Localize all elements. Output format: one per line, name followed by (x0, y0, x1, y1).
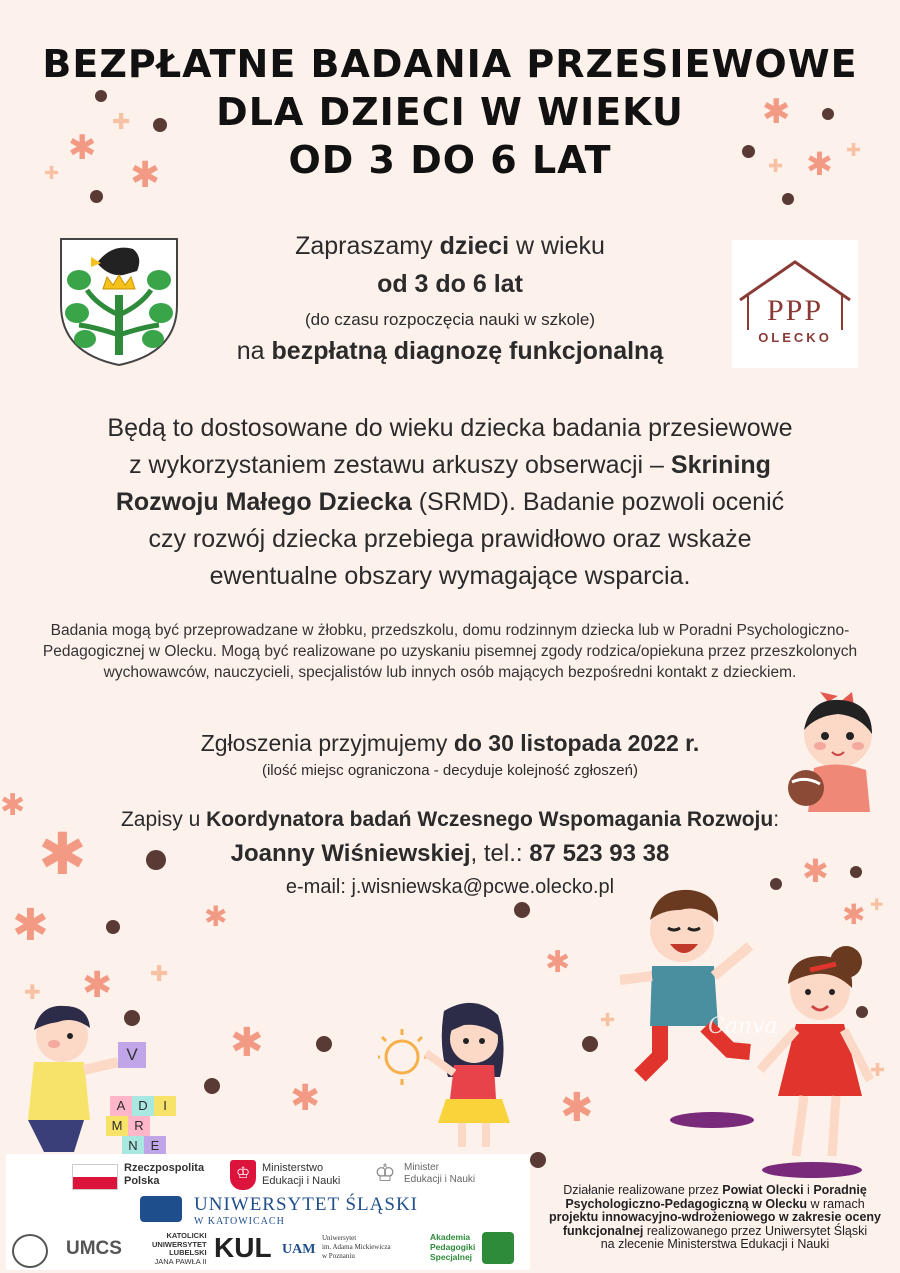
jumping-children-illustration (600, 880, 890, 1180)
aps-logo-text: Akademia Pedagogiki Specjalnej (430, 1232, 476, 1262)
block-v: V (118, 1042, 146, 1068)
description-line: Będą to dostosowane do wieku dziecka badania przesiewowe (107, 414, 793, 442)
deadline: Zgłoszenia przyjmujemy do 30 listopada 2022 r. (200, 730, 700, 756)
umcs-emblem-icon (12, 1234, 48, 1268)
description-line: Rozwoju Małego Dziecka (SRMD). Badanie pozwoli ocenić (115, 488, 785, 516)
page-title (0, 40, 900, 184)
kul-small-text: KATOLICKI UNIWERSYTET LUBELSKI JANA PAWŁA II (152, 1231, 207, 1266)
project-info-line: funkcjonalnej realizowanego przez Uniwersytet Śląski (562, 1223, 868, 1238)
project-info (530, 1184, 900, 1252)
eagle-grey-icon: ♔ (374, 1160, 396, 1187)
polish-flag-icon (72, 1164, 118, 1190)
ppp-town: OLECKO (758, 330, 832, 345)
block-n: N (122, 1136, 144, 1156)
rp-logo-text: Rzeczpospolita Polska (124, 1162, 205, 1187)
block-d: D (132, 1096, 154, 1116)
uam-logo-text: UAM (282, 1242, 316, 1257)
men-logo-text: Ministerstwo Edukacji i Nauki (262, 1162, 341, 1187)
partner-logos (6, 1154, 530, 1270)
small-print (0, 620, 900, 683)
email-link[interactable]: e-mail: j.wisniewska@pcwe.olecko.pl (285, 876, 615, 898)
description-line: z wykorzystaniem zestawu arkuszy obserwacji – Skrining (129, 451, 771, 479)
coordinator-name: Joanny Wiśniewskiej (230, 840, 471, 867)
block-r: R (128, 1116, 150, 1136)
minister-logo-text: Minister Edukacji i Nauki (404, 1162, 476, 1185)
small-print-line: Pedagogicznej w Olecku. Mogą być realizowane po uzyskaniu pisemnej zgody rodzica/opiekuna przez przeszkolonych (42, 643, 858, 660)
invite-line-3: (do czasu rozpoczęcia nauki w szkole) (304, 310, 596, 329)
eagle-red-icon: ♔ (230, 1160, 256, 1190)
umcs-logo-text: UMCS (66, 1238, 122, 1259)
boy-with-blocks-illustration (14, 1000, 194, 1160)
invite-line-4: na bezpłatną diagnozę funkcjonalną (236, 337, 664, 365)
description (0, 410, 900, 595)
ppp-letters: PPP (766, 294, 824, 327)
block-a: A (110, 1096, 132, 1116)
block-e: E (144, 1136, 166, 1156)
baby-illustration (780, 690, 890, 820)
project-info-line: Psychologiczno-Pedagogiczną w Olecku w ramach (565, 1196, 865, 1211)
contact-line-1: Zapisy u Koordynatora badań Wczesnego Wspomagania Rozwoju: (120, 808, 780, 831)
project-info-line: projektu innowacyjno-wdrożeniowego w zakresie oceny (548, 1210, 881, 1224)
uam-small-text: Uniwersytet im. Adama Mickiewicza w Poznaniu (322, 1234, 391, 1260)
deadline-note: (ilość miejsc ograniczona - decyduje kolejność zgłoszeń) (261, 762, 638, 779)
canva-watermark: Canva (708, 1014, 778, 1039)
girl-drawing-illustration (378, 995, 528, 1155)
us-emblem-icon (140, 1196, 182, 1222)
title-line-2: DLA DZIECI W WIEKU (216, 90, 684, 134)
us-logo-text: UNIWERSYTET ŚLĄSKI W KATOWICACH (194, 1194, 419, 1227)
block-i: I (154, 1096, 176, 1116)
aps-emblem-icon (482, 1232, 514, 1264)
project-info-line: Działanie realizowane przez Powiat Olecki i Poradnię (563, 1183, 867, 1197)
small-print-line: Badania mogą być przeprowadzane w żłobku, przedszkolu, domu rodzinnym dziecka lub w Poradni Psychologiczno- (50, 622, 850, 639)
invite-line-2: od 3 do 6 lat (377, 270, 523, 298)
invite-line-1: Zapraszamy dzieci w wieku (295, 232, 605, 260)
block-m: M (106, 1116, 128, 1136)
contact-line-2: Joanny Wiśniewskiej, tel.: 87 523 93 38 (230, 840, 670, 867)
phone-number[interactable]: 87 523 93 38 (529, 840, 670, 867)
project-info-line: na zlecenie Ministerstwa Edukacji i Nauki (600, 1237, 830, 1251)
title-line-3: OD 3 DO 6 LAT (288, 138, 612, 182)
small-print-line: wychowawców, nauczycieli, specjalistów lub innych osób mających bezpośredni kontakt z dzieckiem. (103, 664, 797, 681)
description-line: ewentualne obszary wymagające wsparcia. (209, 562, 691, 590)
description-line: czy rozwój dziecka przebiega prawidłowo oraz wskaże (148, 525, 752, 553)
title-line-1: BEZPŁATNE BADANIA PRZESIEWOWE (42, 42, 858, 86)
kul-logo-text: KUL (214, 1232, 272, 1263)
